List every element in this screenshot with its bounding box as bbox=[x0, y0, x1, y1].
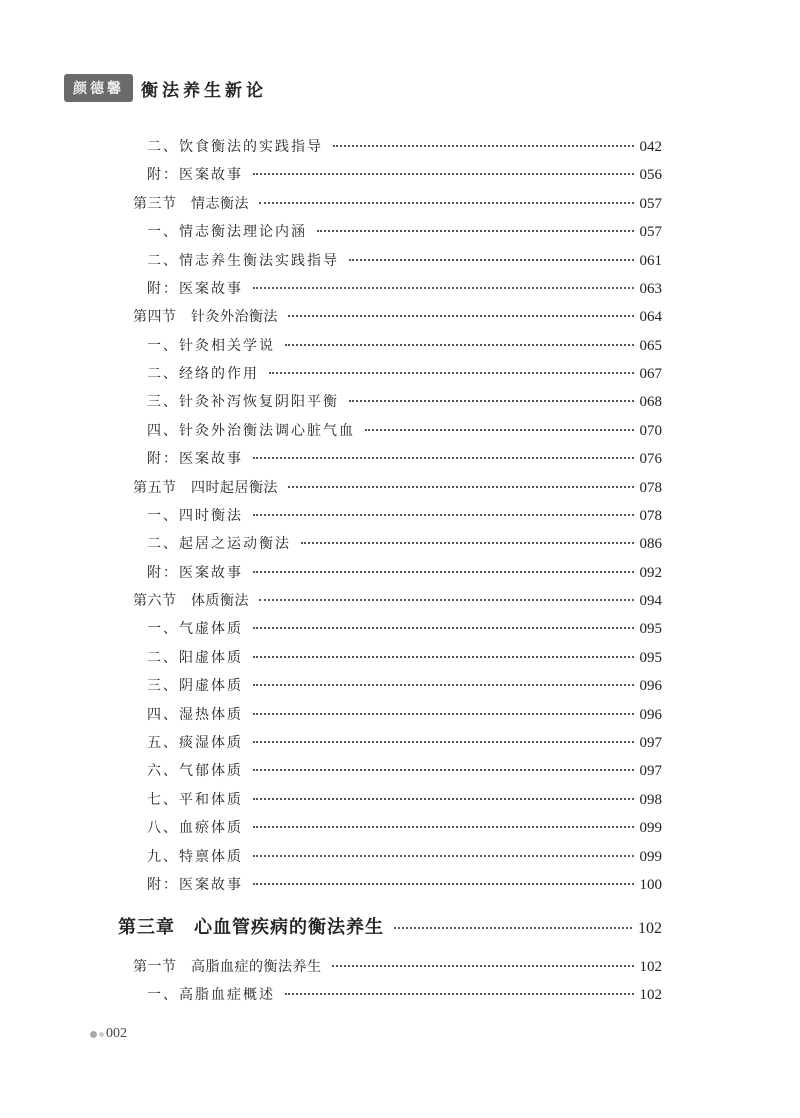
toc-entry-title: 二、经络的作用 bbox=[147, 366, 259, 383]
toc-entry-page: 102 bbox=[638, 920, 662, 937]
dot-leader bbox=[253, 514, 634, 516]
toc-entry-item[interactable] bbox=[147, 533, 662, 553]
toc-entry-title: 八、血瘀体质 bbox=[147, 820, 243, 837]
page-number: 002 bbox=[106, 1026, 127, 1041]
toc-entry-chapter[interactable] bbox=[118, 913, 662, 938]
toc-entry-page: 100 bbox=[639, 876, 662, 893]
toc-entry-page: 078 bbox=[639, 479, 662, 496]
dot-leader bbox=[365, 429, 634, 431]
toc-entry-item[interactable] bbox=[147, 250, 662, 270]
toc-entry-page: 064 bbox=[639, 309, 662, 326]
toc-entry-page: 061 bbox=[639, 252, 662, 269]
dot-leader bbox=[269, 372, 634, 374]
dot-leader bbox=[288, 486, 634, 488]
dot-leader bbox=[253, 571, 634, 573]
toc-entry-section[interactable] bbox=[133, 306, 662, 326]
toc-entry-item[interactable] bbox=[147, 760, 662, 780]
toc-entry-section[interactable] bbox=[133, 193, 662, 213]
dot-leader bbox=[301, 542, 634, 544]
toc-entry-section[interactable] bbox=[133, 477, 662, 497]
book-title: 衡法养生新论 bbox=[141, 80, 267, 101]
toc-entry-page: 056 bbox=[639, 167, 662, 184]
toc-entry-item[interactable] bbox=[147, 363, 662, 383]
dot-leader bbox=[349, 259, 634, 261]
toc-entry-title: 附：医案故事 bbox=[147, 280, 243, 297]
toc-entry-page: 102 bbox=[639, 959, 662, 975]
toc-entry-title: 三、阴虚体质 bbox=[147, 678, 243, 695]
toc-entry-title: 第四节 针灸外治衡法 bbox=[133, 309, 278, 326]
toc-entry-section[interactable] bbox=[133, 956, 662, 976]
toc-entry-page: 057 bbox=[639, 224, 662, 241]
page-footer bbox=[90, 1026, 127, 1042]
dot-leader bbox=[288, 315, 634, 317]
running-header bbox=[64, 74, 267, 102]
dot-leader bbox=[253, 855, 634, 857]
toc-entry-title: 五、痰湿体质 bbox=[147, 734, 243, 751]
dot-leader bbox=[253, 287, 634, 289]
toc-entry-item[interactable] bbox=[147, 704, 662, 724]
toc-entry-page: 094 bbox=[639, 593, 662, 610]
footer-dot-icon bbox=[90, 1031, 97, 1038]
toc-entry-section[interactable] bbox=[133, 590, 662, 610]
toc-entry-title: 二、饮食衡法的实践指导 bbox=[147, 139, 323, 155]
toc-entry-title: 四、针灸外治衡法调心脏气血 bbox=[147, 422, 355, 439]
toc-entry-title: 四、湿热体质 bbox=[147, 706, 243, 723]
dot-leader bbox=[333, 145, 634, 147]
toc-entry-title: 附：医案故事 bbox=[147, 167, 243, 184]
author-logo: 颜德馨 bbox=[64, 74, 133, 102]
toc-entry-title: 二、情志养生衡法实践指导 bbox=[147, 252, 339, 269]
dot-leader bbox=[394, 927, 632, 929]
toc-entry-page: 099 bbox=[639, 820, 662, 837]
dot-leader bbox=[253, 798, 634, 800]
toc-entry-title: 第五节 四时起居衡法 bbox=[133, 479, 278, 496]
toc-entry-page: 076 bbox=[639, 451, 662, 468]
toc-entry-item[interactable] bbox=[147, 846, 662, 866]
toc-entry-title: 三、针灸补泻恢复阴阳平衡 bbox=[147, 394, 339, 411]
dot-leader bbox=[259, 599, 634, 601]
toc-entry-item[interactable] bbox=[147, 817, 662, 837]
toc-entry-page: 042 bbox=[639, 139, 662, 155]
toc-entry-title: 一、情志衡法理论内涵 bbox=[147, 224, 307, 241]
toc-entry-item[interactable] bbox=[147, 874, 662, 894]
toc-entry-title: 附：医案故事 bbox=[147, 564, 243, 581]
toc-entry-title: 一、针灸相关学说 bbox=[147, 337, 275, 354]
dot-leader bbox=[253, 684, 634, 686]
toc-entry-title: 附：医案故事 bbox=[147, 451, 243, 468]
toc-entry-page: 070 bbox=[639, 422, 662, 439]
footer-dot-icon bbox=[99, 1032, 104, 1037]
toc-entry-page: 078 bbox=[639, 507, 662, 524]
toc-entry-item[interactable] bbox=[147, 420, 662, 440]
toc-entry-page: 097 bbox=[639, 763, 662, 780]
toc-entry-page: 098 bbox=[639, 791, 662, 808]
toc-entry-item[interactable] bbox=[147, 647, 662, 667]
toc-entry-page: 063 bbox=[639, 280, 662, 297]
dot-leader bbox=[259, 202, 634, 204]
dot-leader bbox=[317, 230, 634, 232]
toc-entry-title: 九、特禀体质 bbox=[147, 848, 243, 865]
toc-entry-title: 第一节 高脂血症的衡法养生 bbox=[133, 959, 322, 975]
toc-entry-title: 附：医案故事 bbox=[147, 876, 243, 893]
dot-leader bbox=[253, 627, 634, 629]
toc-entry-page: 065 bbox=[639, 337, 662, 354]
dot-leader bbox=[253, 826, 634, 828]
dot-leader bbox=[253, 656, 634, 658]
toc-entry-item[interactable] bbox=[147, 984, 662, 1004]
dot-leader bbox=[253, 457, 634, 459]
dot-leader bbox=[253, 741, 634, 743]
toc-entry-title: 六、气郁体质 bbox=[147, 763, 243, 780]
toc-entry-page: 086 bbox=[639, 536, 662, 553]
toc-entry-title: 二、起居之运动衡法 bbox=[147, 536, 291, 553]
toc-entry-page: 095 bbox=[639, 649, 662, 666]
toc-entry-page: 102 bbox=[639, 987, 662, 1003]
toc-entry-item[interactable] bbox=[147, 789, 662, 809]
toc-entry-item[interactable] bbox=[147, 335, 662, 355]
toc-entry-item[interactable] bbox=[147, 391, 662, 411]
toc-entry-page: 057 bbox=[639, 195, 662, 212]
toc-entry-page: 096 bbox=[639, 678, 662, 695]
toc-entry-title: 二、阳虚体质 bbox=[147, 649, 243, 666]
toc-entry-item[interactable] bbox=[147, 562, 662, 582]
dot-leader bbox=[332, 965, 634, 967]
dot-leader bbox=[285, 993, 634, 995]
toc-entry-item[interactable] bbox=[147, 136, 662, 156]
toc-entry-page: 097 bbox=[639, 734, 662, 751]
toc-entry-page: 099 bbox=[639, 848, 662, 865]
dot-leader bbox=[349, 400, 634, 402]
toc-entry-page: 095 bbox=[639, 621, 662, 638]
toc-entry-item[interactable] bbox=[147, 618, 662, 638]
dot-leader bbox=[253, 883, 634, 885]
toc-entry-title: 第六节 体质衡法 bbox=[133, 593, 249, 610]
toc-entry-title: 七、平和体质 bbox=[147, 791, 243, 808]
dot-leader bbox=[253, 769, 634, 771]
toc-entry-page: 068 bbox=[639, 394, 662, 411]
toc-entry-page: 067 bbox=[639, 366, 662, 383]
toc-entry-item[interactable] bbox=[147, 675, 662, 695]
toc-entry-title: 一、高脂血症概述 bbox=[147, 987, 275, 1003]
toc-entry-title: 第三章 心血管疾病的衡法养生 bbox=[118, 917, 384, 938]
toc-entry-page: 092 bbox=[639, 564, 662, 581]
toc-entry-item[interactable] bbox=[147, 732, 662, 752]
dot-leader bbox=[285, 344, 634, 346]
toc-entry-item[interactable] bbox=[147, 164, 662, 184]
toc-entry-item[interactable] bbox=[147, 221, 662, 241]
toc-entry-title: 第三节 情志衡法 bbox=[133, 195, 249, 212]
dot-leader bbox=[253, 713, 634, 715]
toc-entry-item[interactable] bbox=[147, 448, 662, 468]
toc-entry-title: 一、气虚体质 bbox=[147, 621, 243, 638]
toc-entry-title: 一、四时衡法 bbox=[147, 507, 243, 524]
toc-entry-item[interactable] bbox=[147, 278, 662, 298]
toc-entry-page: 096 bbox=[639, 706, 662, 723]
toc-entry-item[interactable] bbox=[147, 505, 662, 525]
dot-leader bbox=[253, 173, 634, 175]
